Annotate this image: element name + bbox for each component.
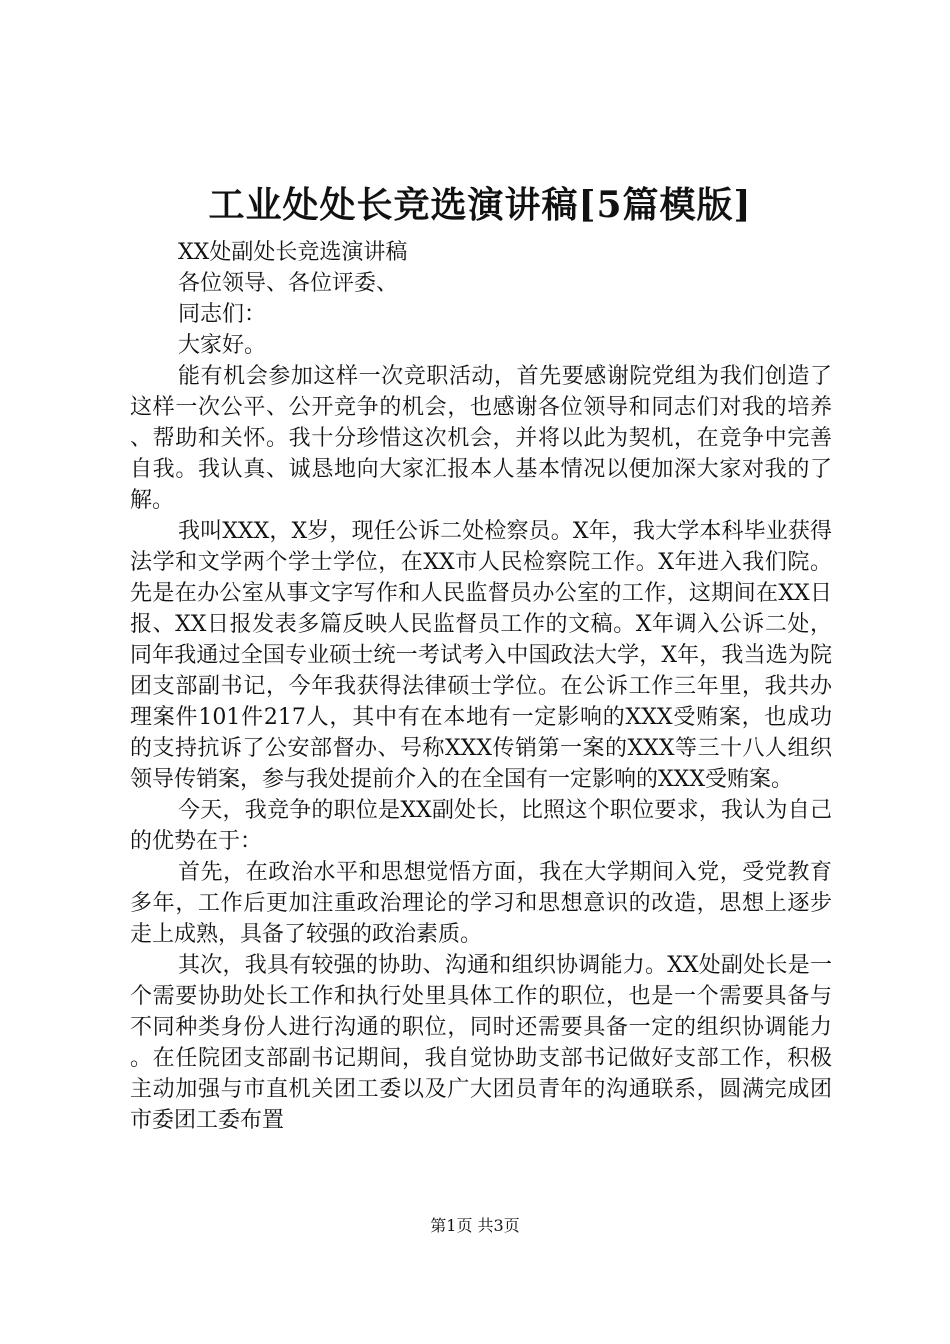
document-title: 工业处处长竞选演讲稿[5篇模版] xyxy=(208,184,752,226)
body-paragraph: 首先，在政治水平和思想觉悟方面，我在大学期间入党，受党教育多年，工作后更加注重政治理论的学习和思想意识的改造，思想上逐步走上成熟，具备了较强的政治素质。 xyxy=(130,860,832,947)
salutation-line: 同志们： xyxy=(178,302,267,327)
body-paragraph: 我叫XXX，X岁，现任公诉二处检察员。X年，我大学本科毕业获得法学和文学两个学士学位，在XX市人民检察院工作。X年进入我们院。先是在办公室从事文字写作和人民监督员办公室的工作，这期间在XX日报、XX日报发表多篇反映人民监督员工作的文稿。X年调入公诉二处，同年我通过全国专业硕士统一考试考入中国政法大学，X年，我当选为院团支部副书记，今年我获得法律硕士学位。在公诉工作三年里，我共办理案件101件217人，其中有在本地有一定影响的XXX受贿案，也成功的支持抗诉了公安部督办、号称XXX传销第一案的XXX等三十八人组织领导传销案，参与我处提前介入的在全国有一定影响的XXX受贿案。 xyxy=(130,519,832,792)
greeting-line: 大家好。 xyxy=(178,333,267,358)
salutation-line: 各位领导、各位评委、 xyxy=(178,271,399,296)
speech-heading: XX处副处长竞选演讲稿 xyxy=(178,240,408,265)
page-number: 第1页 共3页 xyxy=(430,1216,520,1235)
body-paragraph: 其次，我具有较强的协助、沟通和组织协调能力。XX处副处长是一个需要协助处长工作和执行处里具体工作的职位，也是一个需要具备与不同种类身份人进行沟通的职位，同时还需要具备一定的组织协调能力。在任院团支部副书记期间，我自觉协助支部书记做好支部工作，积极主动加强与市直机关团工委以及广大团员青年的沟通联系，圆满完成团市委团工委布置 xyxy=(130,953,832,1133)
body-paragraph: 能有机会参加这样一次竞职活动，首先要感谢院党组为我们创造了这样一次公平、公开竞争的机会，也感谢各位领导和同志们对我的培养、帮助和关怀。我十分珍惜这次机会，并将以此为契机，在竞争中完善自我。我认真、诚恳地向大家汇报本人基本情况以便加深大家对我的了解。 xyxy=(130,364,832,513)
body-paragraph: 今天，我竞争的职位是XX副处长，比照这个职位要求，我认为自己的优势在于： xyxy=(130,798,832,854)
document-body xyxy=(130,237,832,1136)
